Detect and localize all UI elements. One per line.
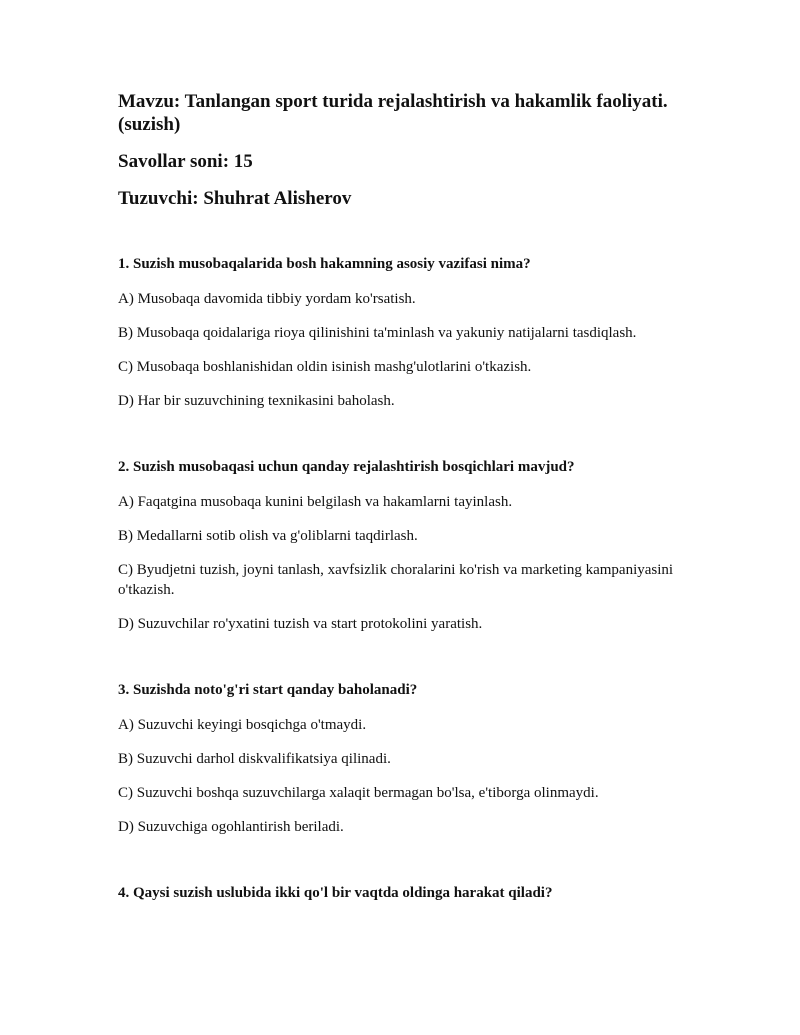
answer-option-a: A) Suzuvchi keyingi bosqichga o'tmaydi.: [118, 717, 367, 733]
question-count: Savollar soni: 15: [118, 151, 253, 172]
question-4: [118, 884, 688, 902]
answer-option-c: C) Suzuvchi boshqa suzuvchilarga xalaqit bermagan bo'lsa, e'tiborga olinmaydi.: [118, 785, 599, 801]
answer-option-d: D) Suzuvchilar ro'yxatini tuzish va start protokolini yaratish.: [118, 616, 483, 632]
question-title: 1. Suzish musobaqalarida bosh hakamning asosiy vazifasi nima?: [118, 256, 531, 272]
question-1: [118, 255, 688, 411]
answer-option-a: A) Faqatgina musobaqa kunini belgilash va hakamlarni tayinlash.: [118, 494, 513, 510]
question-2: [118, 458, 688, 634]
question-title: 4. Qaysi suzish uslubida ikki qo'l bir vaqtda oldinga harakat qiladi?: [118, 885, 553, 901]
document-author: Tuzuvchi: Shuhrat Alisherov: [118, 188, 352, 209]
answer-option-a: A) Musobaqa davomida tibbiy yordam ko'rsatish.: [118, 291, 416, 307]
answer-option-b: B) Medallarni sotib olish va g'oliblarni taqdirlash.: [118, 528, 418, 544]
question-title: 2. Suzish musobaqasi uchun qanday rejalashtirish bosqichlari mavjud?: [118, 459, 575, 475]
question-title: 3. Suzishda noto'g'ri start qanday baholanadi?: [118, 682, 418, 698]
answer-option-c: C) Byudjetni tuzish, joyni tanlash, xavfsizlik choralarini ko'rish va marketing kampaniyasini o'tkazish.: [118, 562, 674, 598]
question-3: [118, 681, 688, 837]
document-topic: Mavzu: Tanlangan sport turida rejalashtirish va hakamlik faoliyati. (suzish): [118, 91, 668, 135]
answer-option-c: C) Musobaqa boshlanishidan oldin isinish mashg'ulotlarini o'tkazish.: [118, 359, 532, 375]
document-page: [118, 90, 688, 918]
answer-option-b: B) Suzuvchi darhol diskvalifikatsiya qilinadi.: [118, 751, 391, 767]
answer-option-d: D) Har bir suzuvchining texnikasini baholash.: [118, 393, 395, 409]
answer-option-d: D) Suzuvchiga ogohlantirish beriladi.: [118, 819, 344, 835]
answer-option-b: B) Musobaqa qoidalariga rioya qilinishini ta'minlash va yakuniy natijalarni tasdiqlash.: [118, 325, 637, 341]
